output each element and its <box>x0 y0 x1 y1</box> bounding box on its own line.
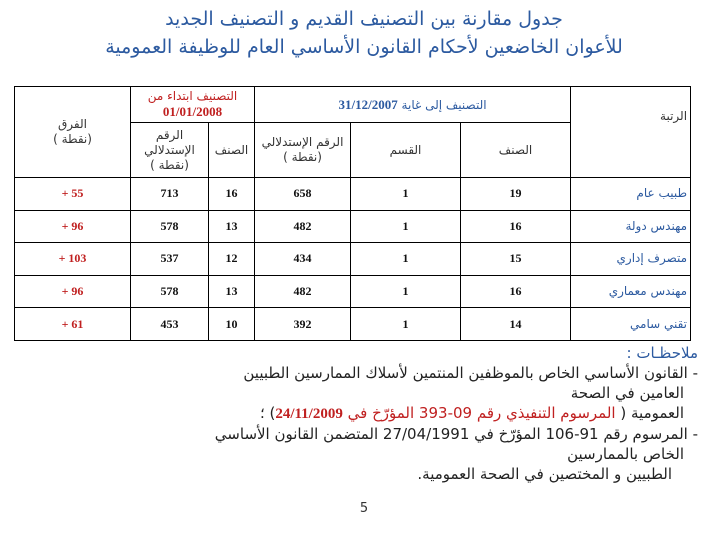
notes-label: ملاحظـات : <box>626 344 698 362</box>
decree-reference: المرسوم التنفيذي رقم 09-393 المؤرّخ في <box>347 404 616 422</box>
note-2-line-2: الخاص بالممارسين <box>567 445 684 463</box>
page-number: 5 <box>359 501 369 516</box>
page-title: جدول مقارنة بين التصنيف القديم و التصنيف الجديد <box>165 8 563 30</box>
page-subtitle: للأعوان الخاضعين لأحكام القانون الأساسي العام للوظيفة العمومية <box>105 36 623 58</box>
header-category: الصنف <box>461 123 571 178</box>
table-row: + 96 578 13 482 1 16 مهندس دولة <box>15 210 691 243</box>
table-row: + 103 537 12 434 1 15 متصرف إداري <box>15 243 691 276</box>
note-1-line-3: العمومية ( المرسوم التنفيذي رقم 09-393 المؤرّخ في 24/11/2009) ؛ <box>259 404 684 422</box>
header-class-until: التصنيف إلى غاية 31/12/2007 <box>255 87 571 123</box>
decree-date: 24/11/2009 <box>275 406 343 422</box>
note-2-line-3: الطبيين و المختصين في الصحة العمومية. <box>417 465 672 483</box>
header-new-index: الرقم الإستدلالي ( نقطة) <box>131 123 209 178</box>
header-new-category: الصنف <box>209 123 255 178</box>
table-row: + 55 713 16 658 1 19 طبيب عام <box>15 178 691 211</box>
header-diff: الفرق ( نقطة) <box>15 87 131 178</box>
table-row: + 96 578 13 482 1 16 مهندس معماري <box>15 275 691 308</box>
header-section: القسم <box>351 123 461 178</box>
header-rank: الرتبة <box>571 87 691 178</box>
table-row: + 61 453 10 392 1 14 تقني سامي <box>15 308 691 341</box>
notes-section <box>18 343 698 484</box>
note-1-line-1: - القانون الأساسي الخاص بالموظفين المنتمين لأسلاك الممارسين الطبيين <box>243 364 698 382</box>
header-class-from: التصنيف ابتداء من 01/01/2008 <box>131 87 255 123</box>
note-2-line-1: - المرسوم رقم 91-106 المؤرّخ في 27/04/1991 المتضمن القانون الأساسي <box>214 425 698 443</box>
header-index: الرقم الإستدلالي ( نقطة) <box>255 123 351 178</box>
comparison-table <box>14 86 691 341</box>
note-1-line-2: العامين في الصحة <box>570 384 684 402</box>
